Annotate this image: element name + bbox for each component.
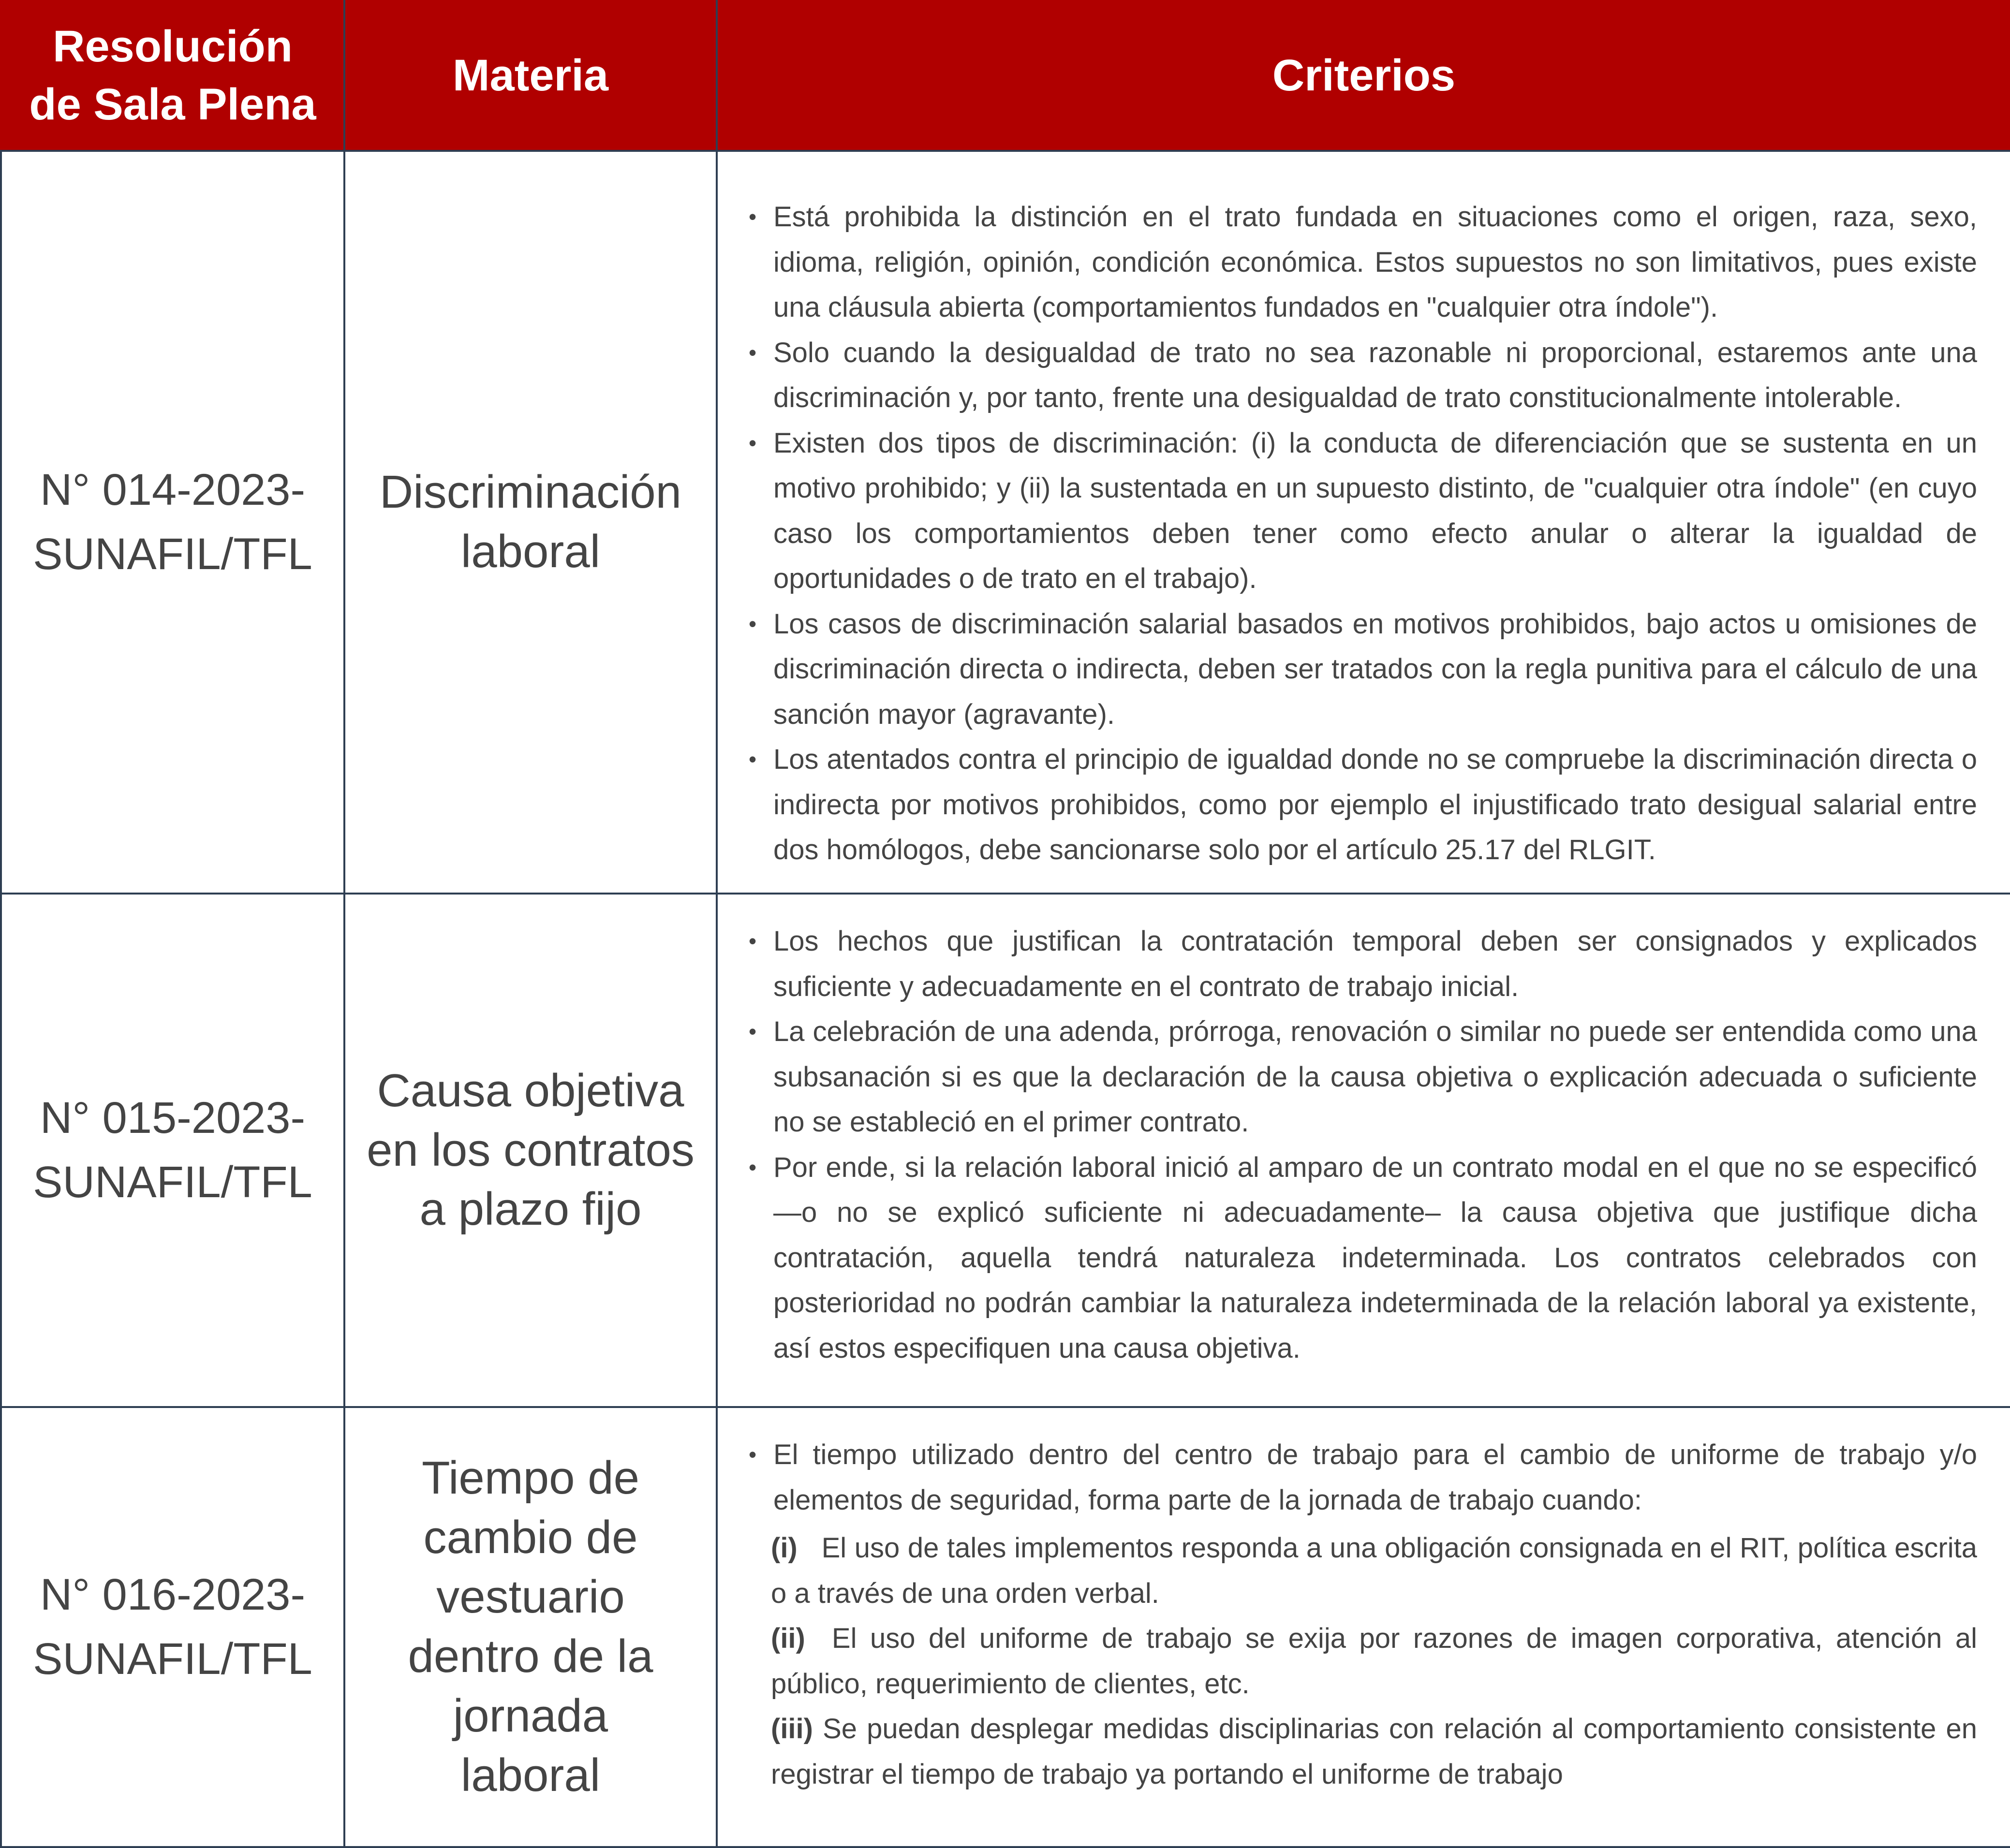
resolucion-cell xyxy=(1,894,344,1407)
bullet-dot-icon: • xyxy=(749,1442,757,1467)
subcriterio-marker: (iii) xyxy=(771,1713,813,1745)
criterios-list xyxy=(718,194,1977,873)
bullet-dot-icon: • xyxy=(749,747,757,772)
list-item: • El tiempo utilizado dentro del centro de trabajo para el cambio de uniforme de trabajo y/o elementos de seguridad, forma parte de la jornada de trabajo cuando: xyxy=(718,1432,1977,1523)
header-resolucion: Resolución de Sala Plena xyxy=(1,1,344,151)
table-row xyxy=(1,1407,2010,1847)
resolucion-number: N° 014-2023-SUNAFIL/TFL xyxy=(33,465,312,579)
bullet-dot-icon: • xyxy=(749,611,757,636)
bullet-dot-icon: • xyxy=(749,928,757,953)
list-item: • Los casos de discriminación salarial basados en motivos prohibidos, bajo actos u omisiones de discriminación directa o indirecta, deben ser tratados con la regla punitiva para el cálculo de una sanción mayor (agravante). xyxy=(718,601,1977,737)
resolucion-number: N° 016-2023-SUNAFIL/TFL xyxy=(33,1569,312,1684)
criterios-list xyxy=(718,919,1977,1371)
bullet-dot-icon: • xyxy=(749,1019,757,1044)
materia-cell xyxy=(344,894,717,1407)
bullet-dot-icon: • xyxy=(749,430,757,455)
materia-text: Tiempo de cambio de vestuario dentro de la jornada laboral xyxy=(408,1452,653,1801)
list-item: • Está prohibida la distinción en el trato fundada en situaciones como el origen, raza, sexo, idioma, religión, opinión, condición económica. Estos supuestos no son limitativos, pues existe una cláusula abierta (comportamientos fundados en "cualquier otra índole"). xyxy=(718,194,1977,330)
list-item: • Existen dos tipos de discriminación: (i) la conducta de diferenciación que se sustenta en un motivo prohibido; y (ii) la sustentada en un supuesto distinto, de "cualquier otra índole" (en cuyo caso los comportamientos deben tener como efecto anular o alterar la igualdad de oportunidades o de trato en el trabajo). xyxy=(718,421,1977,601)
criterios-list xyxy=(718,1432,1977,1523)
bullet-dot-icon: • xyxy=(749,1154,757,1180)
subcriterio-item: (i) El uso de tales implementos responda a una obligación consignada en el RIT, política escrita o a través de una orden verbal. xyxy=(771,1532,1978,1609)
bullet-dot-icon: • xyxy=(749,204,757,229)
table-row xyxy=(1,894,2010,1407)
header-row xyxy=(1,1,2010,151)
subcriterio-item: (iii) Se puedan desplegar medidas disciplinarias con relación al comportamiento consistente en registrar el tiempo de trabajo ya portando el uniforme de trabajo xyxy=(771,1713,1977,1790)
criterios-cell xyxy=(717,894,2010,1407)
resolucion-cell xyxy=(1,151,344,894)
resolucion-number: N° 015-2023-SUNAFIL/TFL xyxy=(33,1093,312,1207)
subcriterio-marker: (i) xyxy=(771,1532,798,1564)
table-row xyxy=(1,151,2010,894)
subcriterio-marker: (ii) xyxy=(771,1623,805,1654)
list-item: • Los atentados contra el principio de igualdad donde no se compruebe la discriminación directa o indirecta por motivos prohibidos, como por ejemplo el injustificado trato desigual salarial entre dos homólogos, debe sancionarse solo por el artículo 25.17 del RLGIT. xyxy=(718,737,1977,873)
materia-cell xyxy=(344,151,717,894)
criterios-cell xyxy=(717,1407,2010,1847)
materia-text: Causa objetiva en los contratos a plazo fijo xyxy=(367,1064,695,1235)
list-item: • Solo cuando la desigualdad de trato no sea razonable ni proporcional, estaremos ante una discriminación y, por tanto, frente una desigualdad de trato constitucionalmente intolerable. xyxy=(718,330,1977,421)
list-item: • Los hechos que justifican la contratación temporal deben ser consignados y explicados suficiente y adecuadamente en el contrato de trabajo inicial. xyxy=(718,919,1977,1009)
criterios-cell xyxy=(717,151,2010,894)
materia-text: Discriminación laboral xyxy=(379,466,682,577)
subcriterios-list xyxy=(718,1525,1977,1797)
subcriterio-item: (ii) El uso del uniforme de trabajo se exija por razones de imagen corporativa, atención al público, requerimiento de clientes, etc. xyxy=(771,1623,1977,1700)
header-criterios: Criterios xyxy=(717,1,2010,151)
resolucion-cell xyxy=(1,1407,344,1847)
list-item: • Por ende, si la relación laboral inició al amparo de un contrato modal en el que no se especificó —o no se explicó suficiente ni adecuadamente– la causa objetiva que justifique dicha contratación, aquella tendrá naturaleza indeterminada. Los contratos celebrados con posterioridad no podrán cambiar la naturaleza indeterminada de la relación laboral ya existente, así estos especifiquen una causa objetiva. xyxy=(718,1145,1977,1371)
list-item: • La celebración de una adenda, prórroga, renovación o similar no puede ser entendida como una subsanación si es que la declaración de la causa objetiva o explicación adecuada o suficiente no se estableció en el primer contrato. xyxy=(718,1009,1977,1145)
materia-cell xyxy=(344,1407,717,1847)
bullet-dot-icon: • xyxy=(749,339,757,365)
header-materia: Materia xyxy=(344,1,717,151)
